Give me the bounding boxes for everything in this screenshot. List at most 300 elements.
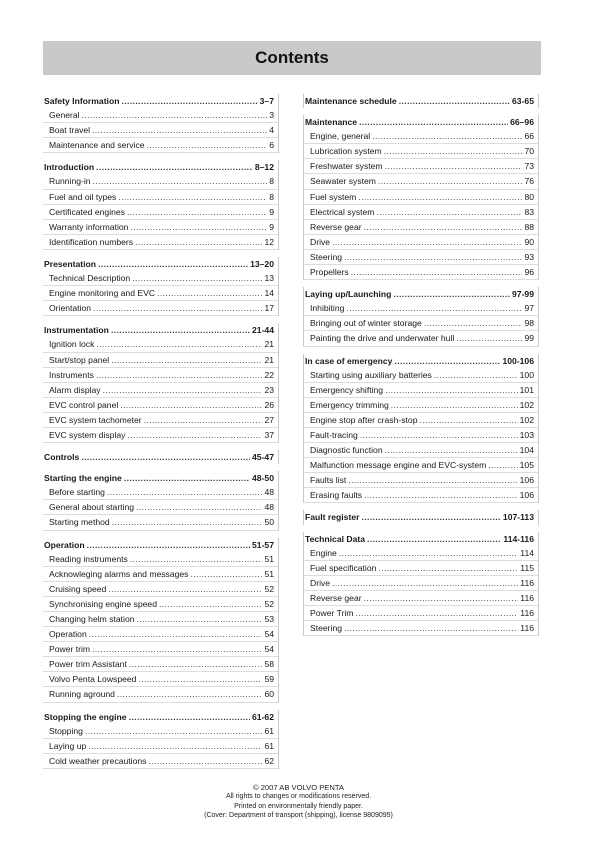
dot-leader — [96, 160, 253, 174]
toc-entry[interactable] — [43, 515, 278, 530]
dot-leader — [344, 250, 522, 264]
dot-leader — [147, 138, 268, 152]
entry-label: Volvo Penta Lowspeed — [49, 674, 137, 685]
entry-label: Drive — [310, 577, 331, 588]
dot-leader — [456, 331, 522, 345]
toc-entry[interactable] — [43, 174, 278, 189]
entry-label: Starting using auxiliary batteries — [310, 369, 432, 380]
page-number: 50 — [264, 517, 274, 528]
dot-leader — [89, 627, 263, 641]
dot-leader — [127, 205, 267, 219]
dot-leader — [82, 108, 268, 122]
toc-entry[interactable] — [304, 316, 538, 331]
page-number: 9 — [269, 221, 274, 232]
page-number: 26 — [264, 399, 274, 410]
entry-label: Orientation — [49, 303, 92, 314]
dot-leader — [144, 413, 263, 427]
toc-entry[interactable] — [43, 286, 278, 301]
toc-heading-operation[interactable] — [43, 538, 278, 552]
toc-heading-stopping-the-engine[interactable] — [43, 710, 278, 724]
dot-leader — [88, 739, 262, 753]
entry-label: Power trim Assistant — [49, 659, 127, 670]
entry-label: Faults list — [310, 475, 347, 486]
page-number: 22 — [264, 369, 274, 380]
page-number: 100 — [519, 369, 534, 380]
toc-entry[interactable] — [43, 353, 278, 368]
toc-entry[interactable] — [43, 687, 278, 702]
page-number: 70 — [524, 146, 534, 157]
entry-label: Identification numbers — [49, 236, 134, 247]
toc-entry[interactable] — [304, 458, 538, 473]
page-number: 23 — [264, 384, 274, 395]
toc-section-maintenance-schedule — [303, 94, 539, 108]
toc-entry[interactable] — [304, 443, 538, 458]
page-number: 52 — [264, 598, 274, 609]
page-number: 76 — [524, 176, 534, 187]
page-number: 88 — [524, 221, 534, 232]
page-number: 63-65 — [512, 96, 534, 106]
dot-leader — [419, 413, 517, 427]
toc-entry[interactable] — [304, 473, 538, 488]
page-number: 60 — [264, 689, 274, 700]
page-number: 61 — [264, 725, 274, 736]
toc-entry[interactable] — [304, 174, 538, 189]
entry-label: EVC system tachometer — [49, 414, 142, 425]
dot-leader — [394, 354, 500, 368]
entry-label: Bringing out of winter storage — [310, 318, 422, 329]
page-number: 45-47 — [252, 452, 274, 463]
page-number: 116 — [520, 608, 534, 618]
dot-leader — [103, 383, 263, 397]
entry-label: Before starting — [49, 487, 105, 498]
page-number: 114-116 — [503, 533, 534, 544]
page-number: 54 — [264, 644, 274, 655]
toc-entry[interactable] — [43, 337, 278, 352]
toc-heading-fault-register[interactable] — [304, 510, 538, 524]
copyright-line: © 2007 AB VOLVO PENTA — [253, 783, 344, 792]
page-number: 101 — [519, 384, 534, 395]
toc-entry[interactable] — [304, 398, 538, 413]
toc-entry[interactable] — [43, 552, 278, 567]
section-heading-label: Operation — [44, 539, 85, 550]
toc-section-introduction — [43, 160, 279, 250]
entry-label: Maintenance and service — [49, 140, 145, 151]
dot-leader — [127, 428, 262, 442]
page-title: Contents — [255, 48, 329, 67]
page-number: 114 — [520, 547, 534, 558]
dot-leader — [364, 488, 518, 502]
dot-leader — [85, 724, 263, 738]
entry-label: Engine monitoring and EVC — [49, 288, 156, 299]
entry-label: Running aground — [49, 689, 115, 700]
entry-label: Starting method — [49, 517, 110, 528]
page-number: 6 — [269, 140, 274, 151]
dot-leader — [360, 428, 518, 442]
section-heading-label: In case of emergency — [305, 355, 393, 366]
dot-leader — [130, 220, 267, 234]
dot-leader — [137, 612, 263, 626]
page-number: 21 — [264, 354, 274, 365]
entry-label: Seawater system — [310, 176, 376, 187]
dot-leader — [391, 398, 518, 412]
toc-entry[interactable] — [43, 383, 278, 398]
dot-leader — [111, 323, 250, 337]
entry-label: Emergency shifting — [310, 384, 384, 395]
toc-section-fault-register — [303, 510, 539, 524]
entry-label: Cold weather precautions — [49, 755, 147, 766]
toc-entry[interactable] — [304, 591, 538, 606]
page-number: 61-62 — [252, 711, 274, 722]
entry-label: Engine — [310, 547, 337, 558]
entry-label: Fuel system — [310, 191, 357, 202]
page-number: 12 — [264, 236, 274, 247]
page-number: 8 — [269, 176, 274, 187]
paper-line: Printed on environmentally friendly paper. — [234, 802, 363, 810]
section-heading-label: Starting the engine — [44, 473, 122, 484]
toc-entry[interactable] — [43, 500, 278, 515]
dot-leader — [378, 174, 523, 188]
dot-leader — [157, 286, 262, 300]
entry-label: Instruments — [49, 369, 94, 380]
page-number: 115 — [520, 562, 534, 573]
toc-entry[interactable] — [304, 561, 538, 576]
toc-section-presentation — [43, 257, 279, 316]
entry-label: Freshwater system — [310, 161, 383, 172]
toc-entry[interactable] — [304, 265, 538, 280]
toc-entry[interactable] — [43, 190, 278, 205]
page-number: 80 — [524, 191, 534, 202]
toc-entry[interactable] — [43, 672, 278, 687]
entry-label: Erasing faults — [310, 490, 363, 501]
entry-label: Fault-tracing — [310, 429, 358, 440]
toc-heading-presentation[interactable] — [43, 257, 278, 271]
dot-leader — [129, 710, 250, 724]
entry-label: Emergency trimming — [310, 399, 389, 410]
toc-section-controls — [43, 450, 279, 464]
entry-label: Painting the drive and underwater hull — [310, 333, 455, 344]
page-number: 83 — [524, 206, 534, 217]
toc-entry[interactable] — [304, 368, 538, 383]
dot-leader — [393, 287, 510, 301]
toc-entry[interactable] — [43, 301, 278, 316]
page-number: 102 — [519, 414, 534, 425]
toc-entry[interactable] — [304, 129, 538, 144]
section-heading-label: Laying up/Launching — [305, 289, 392, 300]
toc-entry[interactable] — [43, 428, 278, 443]
page-number: 52 — [264, 583, 274, 594]
dot-leader — [96, 337, 262, 351]
dot-leader — [359, 115, 508, 129]
dot-leader — [190, 567, 262, 581]
dot-leader — [364, 591, 519, 605]
page-number: 13 — [264, 273, 274, 284]
page-number: 100-106 — [502, 355, 534, 366]
toc-section-in-case-of-emergency — [303, 354, 539, 504]
toc-heading-laying-up-launching[interactable] — [304, 287, 538, 301]
entry-label: Changing helm station — [49, 614, 135, 624]
page-number: 106 — [519, 475, 534, 486]
dot-leader — [118, 190, 267, 204]
page-number: 90 — [524, 236, 534, 247]
toc-section-starting-the-engine — [43, 471, 279, 530]
dot-leader — [385, 443, 518, 457]
entry-label: Laying up — [49, 740, 87, 751]
page-number: 73 — [524, 161, 534, 172]
page-number: 21 — [264, 339, 274, 350]
dot-leader — [372, 129, 522, 143]
entry-label: Operation — [49, 629, 87, 640]
dot-leader — [130, 552, 263, 566]
toc-entry[interactable] — [43, 108, 278, 123]
entry-label: Malfunction message engine and EVC-system — [310, 460, 487, 471]
page-number: 107-113 — [502, 512, 534, 523]
toc-heading-introduction[interactable] — [43, 160, 278, 174]
toc-section-instrumentation — [43, 323, 279, 443]
toc-entry[interactable] — [304, 606, 538, 621]
entry-label: Engine, general — [310, 131, 371, 142]
section-heading-label: Safety Information — [44, 96, 120, 106]
toc-entry[interactable] — [304, 621, 538, 636]
dot-leader — [348, 473, 517, 487]
dot-leader — [108, 582, 262, 596]
section-heading-label: Presentation — [44, 258, 97, 269]
toc-heading-safety-information[interactable] — [43, 94, 278, 108]
page-number: 51 — [264, 553, 274, 564]
dot-leader — [117, 687, 262, 701]
toc-entry[interactable] — [304, 144, 538, 159]
dot-leader — [367, 532, 501, 546]
toc-entry[interactable] — [43, 123, 278, 138]
toc-entry[interactable] — [43, 220, 278, 235]
toc-entry[interactable] — [304, 301, 538, 316]
page-number: 116 — [520, 577, 534, 588]
dot-leader — [124, 471, 250, 485]
dot-leader — [384, 144, 523, 158]
toc-heading-maintenance-schedule[interactable] — [304, 94, 538, 108]
section-heading-label: Instrumentation — [44, 325, 109, 336]
page-number: 102 — [519, 399, 534, 410]
dot-leader — [361, 510, 500, 524]
toc-entry[interactable] — [304, 383, 538, 398]
page-number: 99 — [524, 333, 534, 344]
page-number: 103 — [519, 429, 534, 440]
entry-label: Ignition lock — [49, 339, 95, 350]
toc-entry[interactable] — [43, 627, 278, 642]
toc-entry[interactable] — [43, 368, 278, 383]
page-number: 116 — [520, 623, 534, 634]
section-heading-label: Fault register — [305, 512, 360, 523]
page-number: 48 — [264, 487, 274, 498]
dot-leader — [385, 383, 518, 397]
entry-label: Technical Description — [49, 273, 131, 284]
page-number: 8 — [269, 191, 274, 202]
page-number: 51-57 — [252, 539, 274, 550]
page-number: 58 — [264, 659, 274, 670]
entry-label: EVC system display — [49, 429, 126, 440]
toc-entry[interactable] — [304, 428, 538, 443]
dot-leader — [344, 621, 518, 635]
page-number: 27 — [264, 414, 274, 425]
page-number: 105 — [519, 460, 534, 471]
dot-leader — [92, 123, 267, 137]
page-number: 53 — [264, 614, 274, 624]
dot-leader — [107, 485, 263, 499]
entry-label: Alarm display — [49, 384, 101, 395]
page-number: 66–96 — [510, 117, 534, 128]
toc-entry[interactable] — [43, 271, 278, 286]
cover-license-line: (Cover: Department of transport (shipping), license 9809095) — [204, 811, 393, 819]
toc-entry[interactable] — [304, 546, 538, 561]
page-number: 13–20 — [250, 258, 274, 269]
left-toc-column — [43, 94, 279, 776]
section-heading-label: Technical Data — [305, 533, 366, 544]
entry-label: Propellers — [310, 267, 349, 278]
page-number: 37 — [264, 429, 274, 440]
toc-entry[interactable] — [304, 220, 538, 235]
toc-entry[interactable] — [43, 138, 278, 153]
entry-label: Reading instruments — [49, 553, 128, 564]
toc-entry[interactable] — [43, 612, 278, 627]
dot-leader — [332, 235, 522, 249]
footer — [0, 783, 597, 820]
dot-leader — [92, 642, 262, 656]
entry-label: EVC control panel — [49, 399, 119, 410]
dot-leader — [112, 515, 263, 529]
toc-section-maintenance — [303, 115, 539, 280]
section-heading-label: Introduction — [44, 162, 95, 173]
toc-entry[interactable] — [304, 159, 538, 174]
dot-leader — [364, 220, 523, 234]
toc-entry[interactable] — [43, 754, 278, 769]
dot-leader — [96, 368, 263, 382]
page-number: 4 — [269, 125, 274, 136]
toc-heading-maintenance[interactable] — [304, 115, 538, 129]
dot-leader — [132, 271, 262, 285]
dot-leader — [81, 450, 250, 464]
toc-entry[interactable] — [43, 235, 278, 250]
page-number: 61 — [264, 740, 274, 751]
toc-entry[interactable] — [43, 398, 278, 413]
entry-label: Steering — [310, 251, 343, 262]
toc-entry[interactable] — [43, 739, 278, 754]
page-number: 62 — [264, 755, 274, 766]
entry-label: Fuel specification — [310, 562, 377, 573]
toc-entry[interactable] — [43, 485, 278, 500]
entry-label: Engine stop after crash-stop — [310, 414, 418, 425]
page-number: 97 — [524, 303, 534, 314]
dot-leader — [138, 672, 262, 686]
toc-entry[interactable] — [43, 657, 278, 672]
toc-section-safety-information — [43, 94, 279, 153]
entry-label: General about starting — [49, 502, 135, 513]
page-number: 21-44 — [252, 325, 274, 336]
entry-label: General — [49, 110, 80, 121]
toc-entry[interactable] — [43, 413, 278, 428]
entry-label: Reverse gear — [310, 592, 362, 603]
dot-leader — [351, 265, 523, 279]
dot-leader — [98, 257, 248, 271]
page-number: 9 — [269, 206, 274, 217]
toc-entry[interactable] — [304, 235, 538, 250]
entry-label: Boat travel — [49, 125, 91, 136]
dot-leader — [120, 398, 262, 412]
toc-section-technical-data — [303, 532, 539, 637]
dot-leader — [148, 754, 262, 768]
entry-label: Certificated engines — [49, 206, 125, 217]
page-number: 98 — [524, 318, 534, 329]
dot-leader — [434, 368, 518, 382]
toc-entry[interactable] — [304, 205, 538, 220]
dot-leader — [129, 657, 263, 671]
page-number: 48 — [264, 502, 274, 513]
toc-entry[interactable] — [304, 190, 538, 205]
entry-label: Stopping — [49, 725, 83, 736]
entry-label: Fuel and oil types — [49, 191, 117, 202]
entry-label: Acknowleging alarms and messages — [49, 568, 189, 579]
right-toc-column — [303, 94, 539, 643]
dot-leader — [488, 458, 517, 472]
page-number: 8–12 — [254, 162, 274, 173]
entry-label: Synchronising engine speed — [49, 598, 157, 609]
entry-label: Start/stop panel — [49, 354, 110, 365]
page-number: 51 — [264, 568, 274, 579]
toc-entry[interactable] — [304, 576, 538, 591]
toc-heading-controls[interactable] — [43, 450, 278, 464]
toc-entry[interactable] — [304, 250, 538, 265]
dot-leader — [136, 500, 262, 514]
toc-section-operation — [43, 538, 279, 703]
toc-entry[interactable] — [304, 413, 538, 428]
toc-heading-instrumentation[interactable] — [43, 323, 278, 337]
toc-entry[interactable] — [43, 205, 278, 220]
toc-entry[interactable] — [43, 567, 278, 582]
dot-leader — [385, 159, 523, 173]
page-number: 116 — [520, 592, 534, 603]
toc-heading-technical-data[interactable] — [304, 532, 538, 546]
dot-leader — [376, 205, 522, 219]
section-heading-label: Stopping the engine — [44, 711, 127, 722]
toc-entry[interactable] — [43, 582, 278, 597]
page-number: 59 — [264, 674, 274, 685]
toc-heading-starting-the-engine[interactable] — [43, 471, 278, 485]
toc-entry[interactable] — [43, 642, 278, 657]
toc-entry[interactable] — [43, 597, 278, 612]
toc-entry[interactable] — [304, 331, 538, 346]
toc-section-laying-up-launching — [303, 287, 539, 346]
dot-leader — [87, 538, 250, 552]
page-number: 97-99 — [512, 289, 534, 300]
page-number: 106 — [519, 490, 534, 501]
section-heading-label: Maintenance — [305, 117, 358, 128]
entry-label: Reverse gear — [310, 221, 362, 232]
dot-leader — [332, 576, 518, 590]
entry-label: Steering — [310, 623, 343, 634]
toc-heading-in-case-of-emergency[interactable] — [304, 354, 538, 368]
page-number: 3–7 — [259, 96, 274, 106]
entry-label: Warranty information — [49, 221, 129, 232]
dot-leader — [159, 597, 262, 611]
section-heading-label: Controls — [44, 452, 80, 463]
page-number: 14 — [264, 288, 274, 299]
entry-label: Running-in — [49, 176, 91, 187]
rights-line: All rights to changes or modifications reserved. — [225, 793, 372, 801]
entry-label: Electrical system — [310, 206, 375, 217]
toc-entry[interactable] — [43, 724, 278, 739]
page-number: 104 — [519, 445, 534, 456]
toc-entry[interactable] — [304, 488, 538, 503]
dot-leader — [93, 301, 262, 315]
dot-leader — [111, 353, 262, 367]
